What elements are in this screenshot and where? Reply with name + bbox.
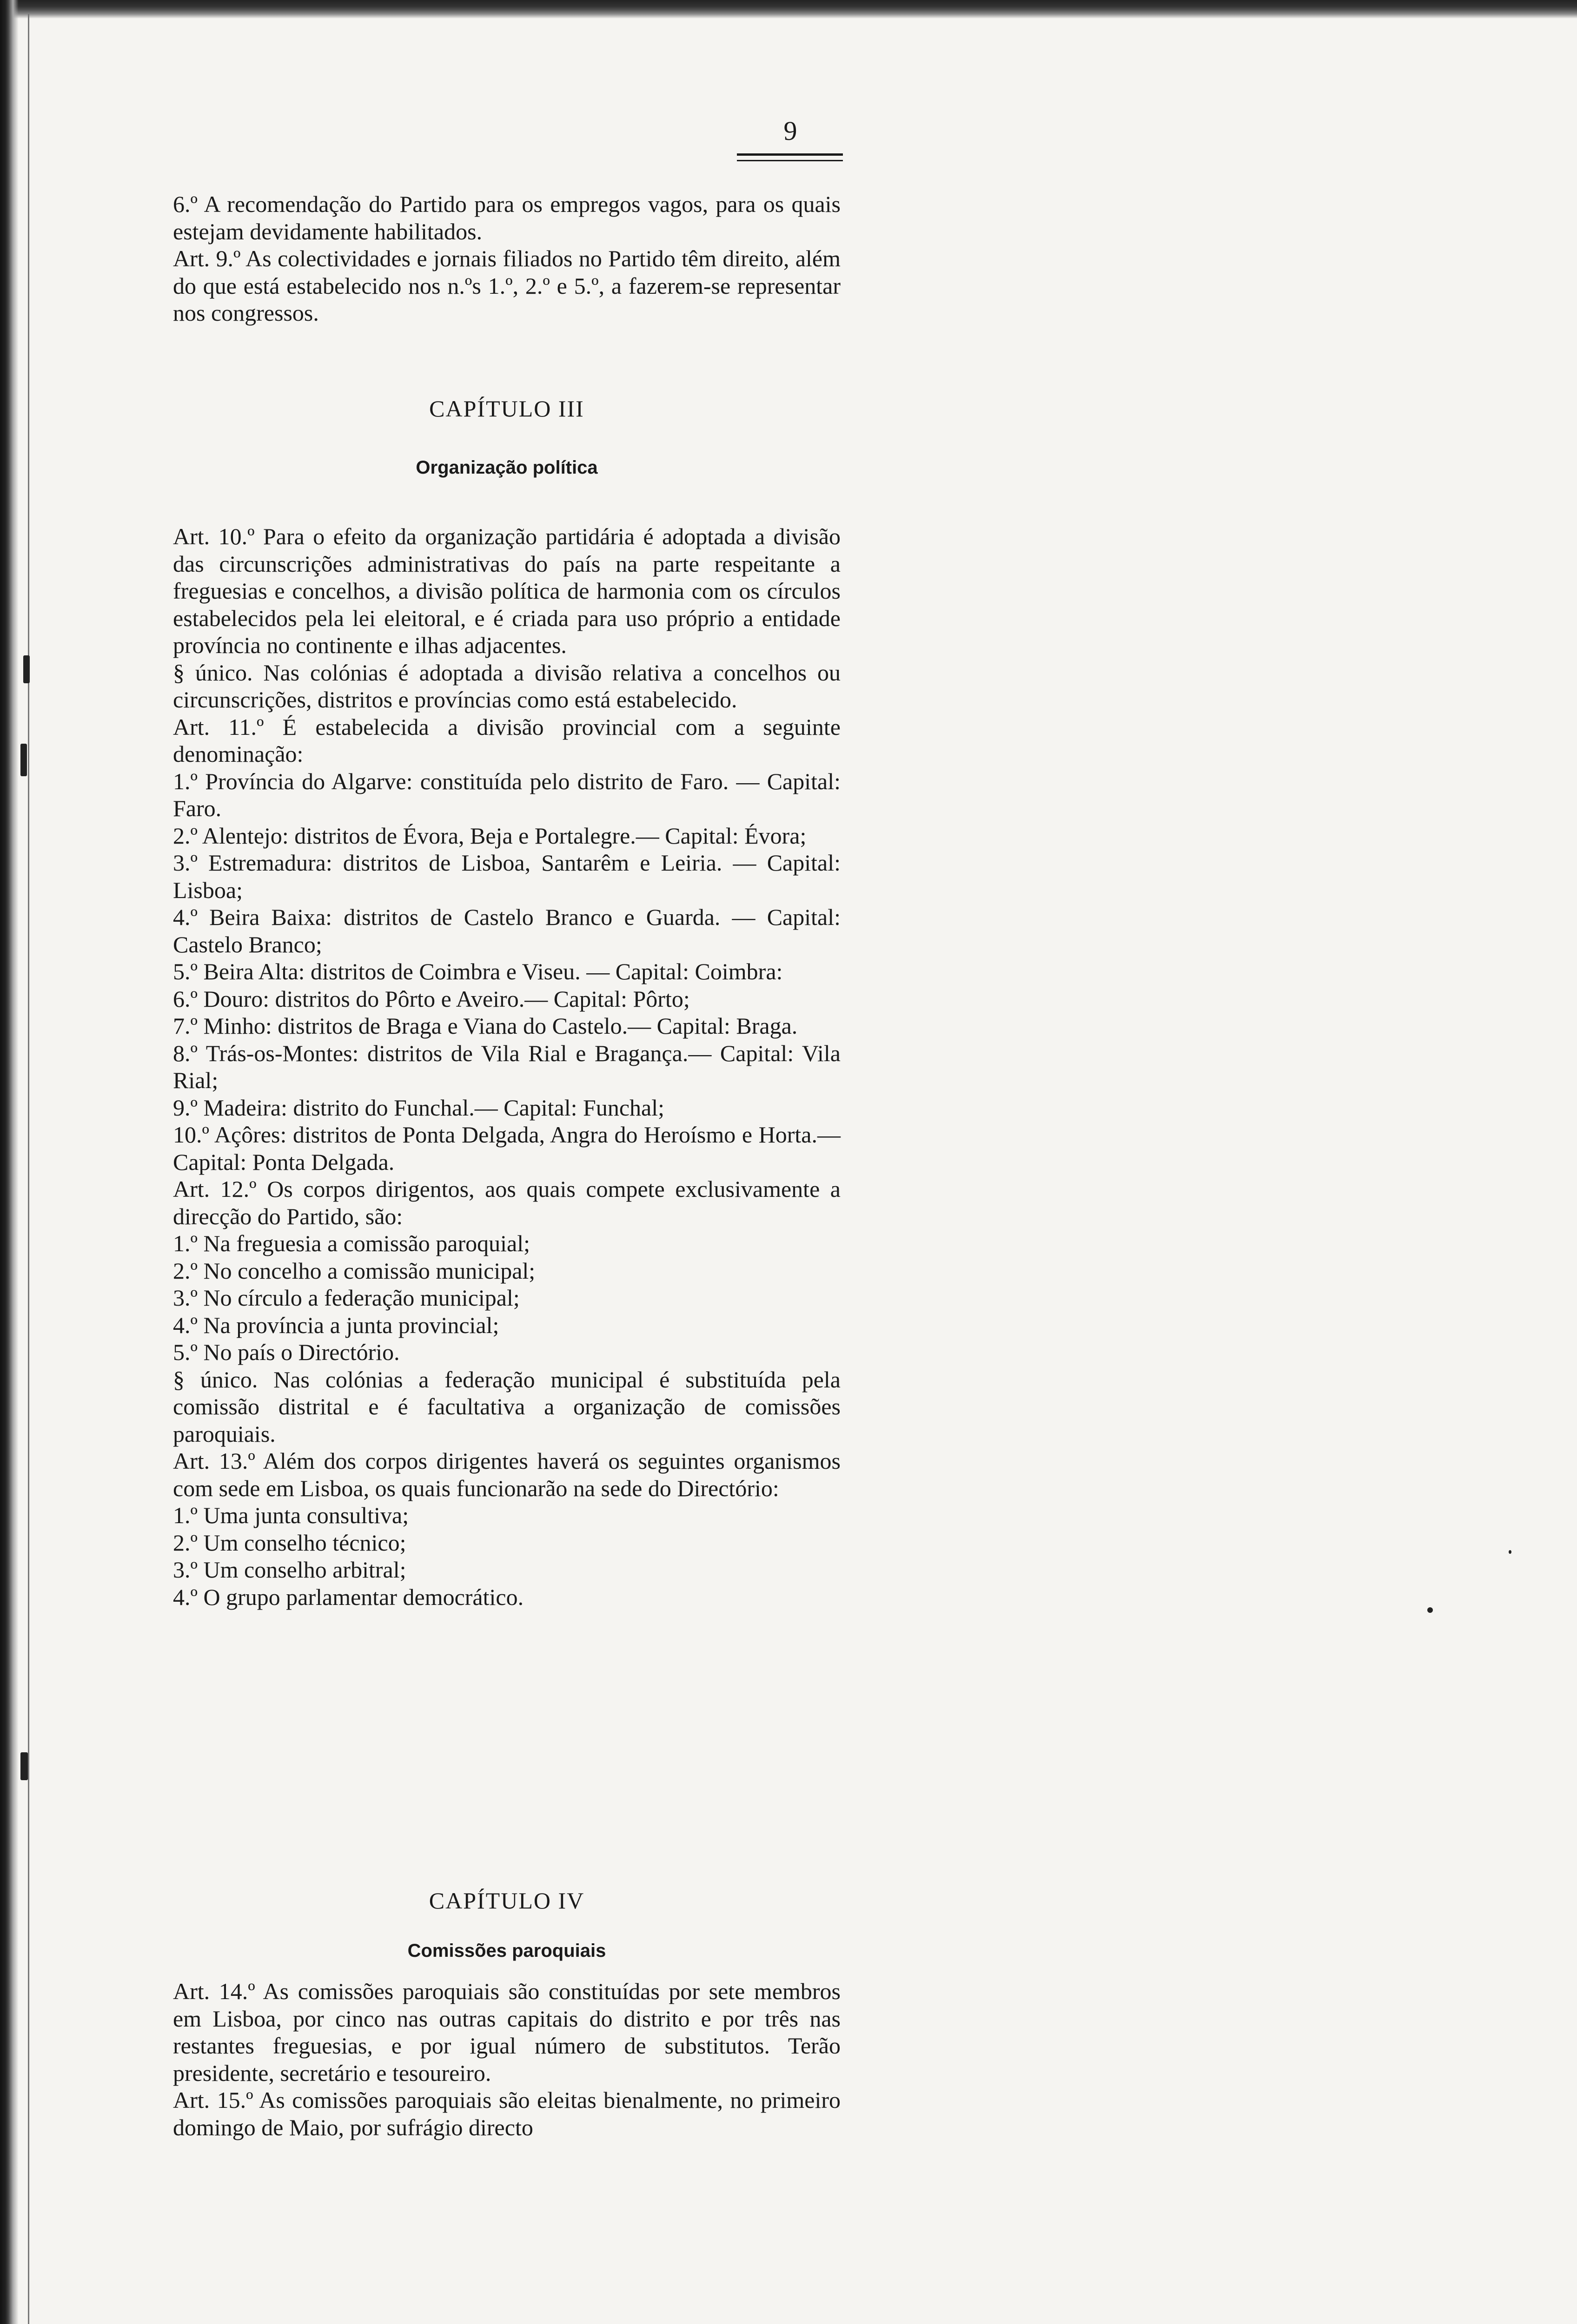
chapter-subheading: Organização política xyxy=(416,457,598,478)
paragraph: Art. 9.º As colectividades e jornais filiados no Partido têm direito, além do que está estabelecido nos n.ºs 1.º, 2.º e 5.º, a fazerem-se representar nos congressos. xyxy=(173,245,841,326)
text-block-chapter-4 xyxy=(173,1978,841,2141)
list-item: 2.º Alentejo: distritos de Évora, Beja e Portalegre.— Capital: Évora; xyxy=(173,822,807,849)
list-item: 1.º Província do Algarve: constituída pelo distrito de Faro. — Capital: Faro. xyxy=(173,768,841,821)
list-item: 3.º Um conselho arbitral; xyxy=(173,1557,406,1583)
chapter-heading: CAPÍTULO IV xyxy=(429,1888,585,1914)
text-block-chapter-3 xyxy=(173,523,841,1611)
list-item: 9.º Madeira: distrito do Funchal.— Capital: Funchal; xyxy=(173,1094,665,1121)
list-item: 1.º Uma junta consultiva; xyxy=(173,1502,409,1528)
paragraph: Art. 14.º As comissões paroquiais são constituídas por sete membros em Lisboa, por cinco nas outras capitais do distrito e por três nas restantes freguesias, e por igual número de substitutos. Terão presidente, secretário e tesoureiro. xyxy=(173,1978,841,2086)
list-item: 4.º Na província a junta provincial; xyxy=(173,1312,499,1338)
list-item: 10.º Açôres: distritos de Ponta Delgada, Angra do Heroísmo e Horta.— Capital: Ponta Delgada. xyxy=(173,1122,841,1175)
list-item: 4.º Beira Baixa: distritos de Castelo Branco e Guarda. — Capital: Castelo Branco; xyxy=(173,904,841,957)
page-number-rule xyxy=(737,153,843,156)
paragraph: § único. Nas colónias é adoptada a divisão relativa a concelhos ou circunscrições, distritos e províncias como está estabelecido. xyxy=(173,659,841,713)
paragraph: Art. 12.º Os corpos dirigentos, aos quais compete exclusivamente a direcção do Partido, são: xyxy=(173,1176,841,1229)
chapter-heading: CAPÍTULO III xyxy=(429,396,584,422)
list-item: 8.º Trás-os-Montes: distritos de Vila Rial e Bragança.— Capital: Vila Rial; xyxy=(173,1040,841,1093)
list-item: 3.º Estremadura: distritos de Lisboa, Santarêm e Leiria. — Capital: Lisboa; xyxy=(173,850,841,903)
chapter-subheading: Comissões paroquiais xyxy=(407,1941,606,1961)
paragraph: Art. 10.º Para o efeito da organização partidária é adoptada a divisão das circunscrições administrativas do país na parte respeitante a freguesias e concelhos, a divisão política de harmonia com os círculos estabelecidos pela lei eleitoral, e é criada para uso próprio a entidade província no continente e ilhas adjacentes. xyxy=(173,523,841,658)
list-item: 1.º Na freguesia a comissão paroquial; xyxy=(173,1230,530,1256)
list-item: 7.º Minho: distritos de Braga e Viana do Castelo.— Capital: Braga. xyxy=(173,1013,798,1039)
paragraph: § único. Nas colónias a federação municipal é substituída pela comissão distrital e é facultativa a organização de comissões paroquiais. xyxy=(173,1366,841,1447)
paragraph: Art. 15.º As comissões paroquiais são eleitas bienalmente, no primeiro domingo de Maio, por sufrágio directo xyxy=(173,2087,841,2140)
text-block-top xyxy=(173,191,841,327)
list-item: 5.º Beira Alta: distritos de Coimbra e Viseu. — Capital: Coimbra: xyxy=(173,958,783,984)
paragraph: Art. 13.º Além dos corpos dirigentes haverá os seguintes organismos com sede em Lisboa, os quais funcionarão na sede do Directório: xyxy=(173,1448,841,1501)
list-item: 6.º Douro: distritos do Pôrto e Aveiro.— Capital: Pôrto; xyxy=(173,985,690,1012)
paragraph: 6.º A recomendação do Partido para os empregos vagos, para os quais estejam devidamente habilitados. xyxy=(173,191,841,244)
list-item: 2.º Um conselho técnico; xyxy=(173,1529,406,1556)
paragraph: Art. 11.º É estabelecida a divisão provincial com a seguinte denominação: xyxy=(173,713,841,767)
list-item: 3.º No círculo a federação municipal; xyxy=(173,1285,520,1311)
list-item: 2.º No concelho a comissão municipal; xyxy=(173,1257,536,1284)
page-number: 9 xyxy=(783,116,797,146)
list-item: 4.º O grupo parlamentar democrático. xyxy=(173,1584,524,1610)
page-number-rule xyxy=(737,160,843,161)
list-item: 5.º No país o Directório. xyxy=(173,1339,400,1365)
